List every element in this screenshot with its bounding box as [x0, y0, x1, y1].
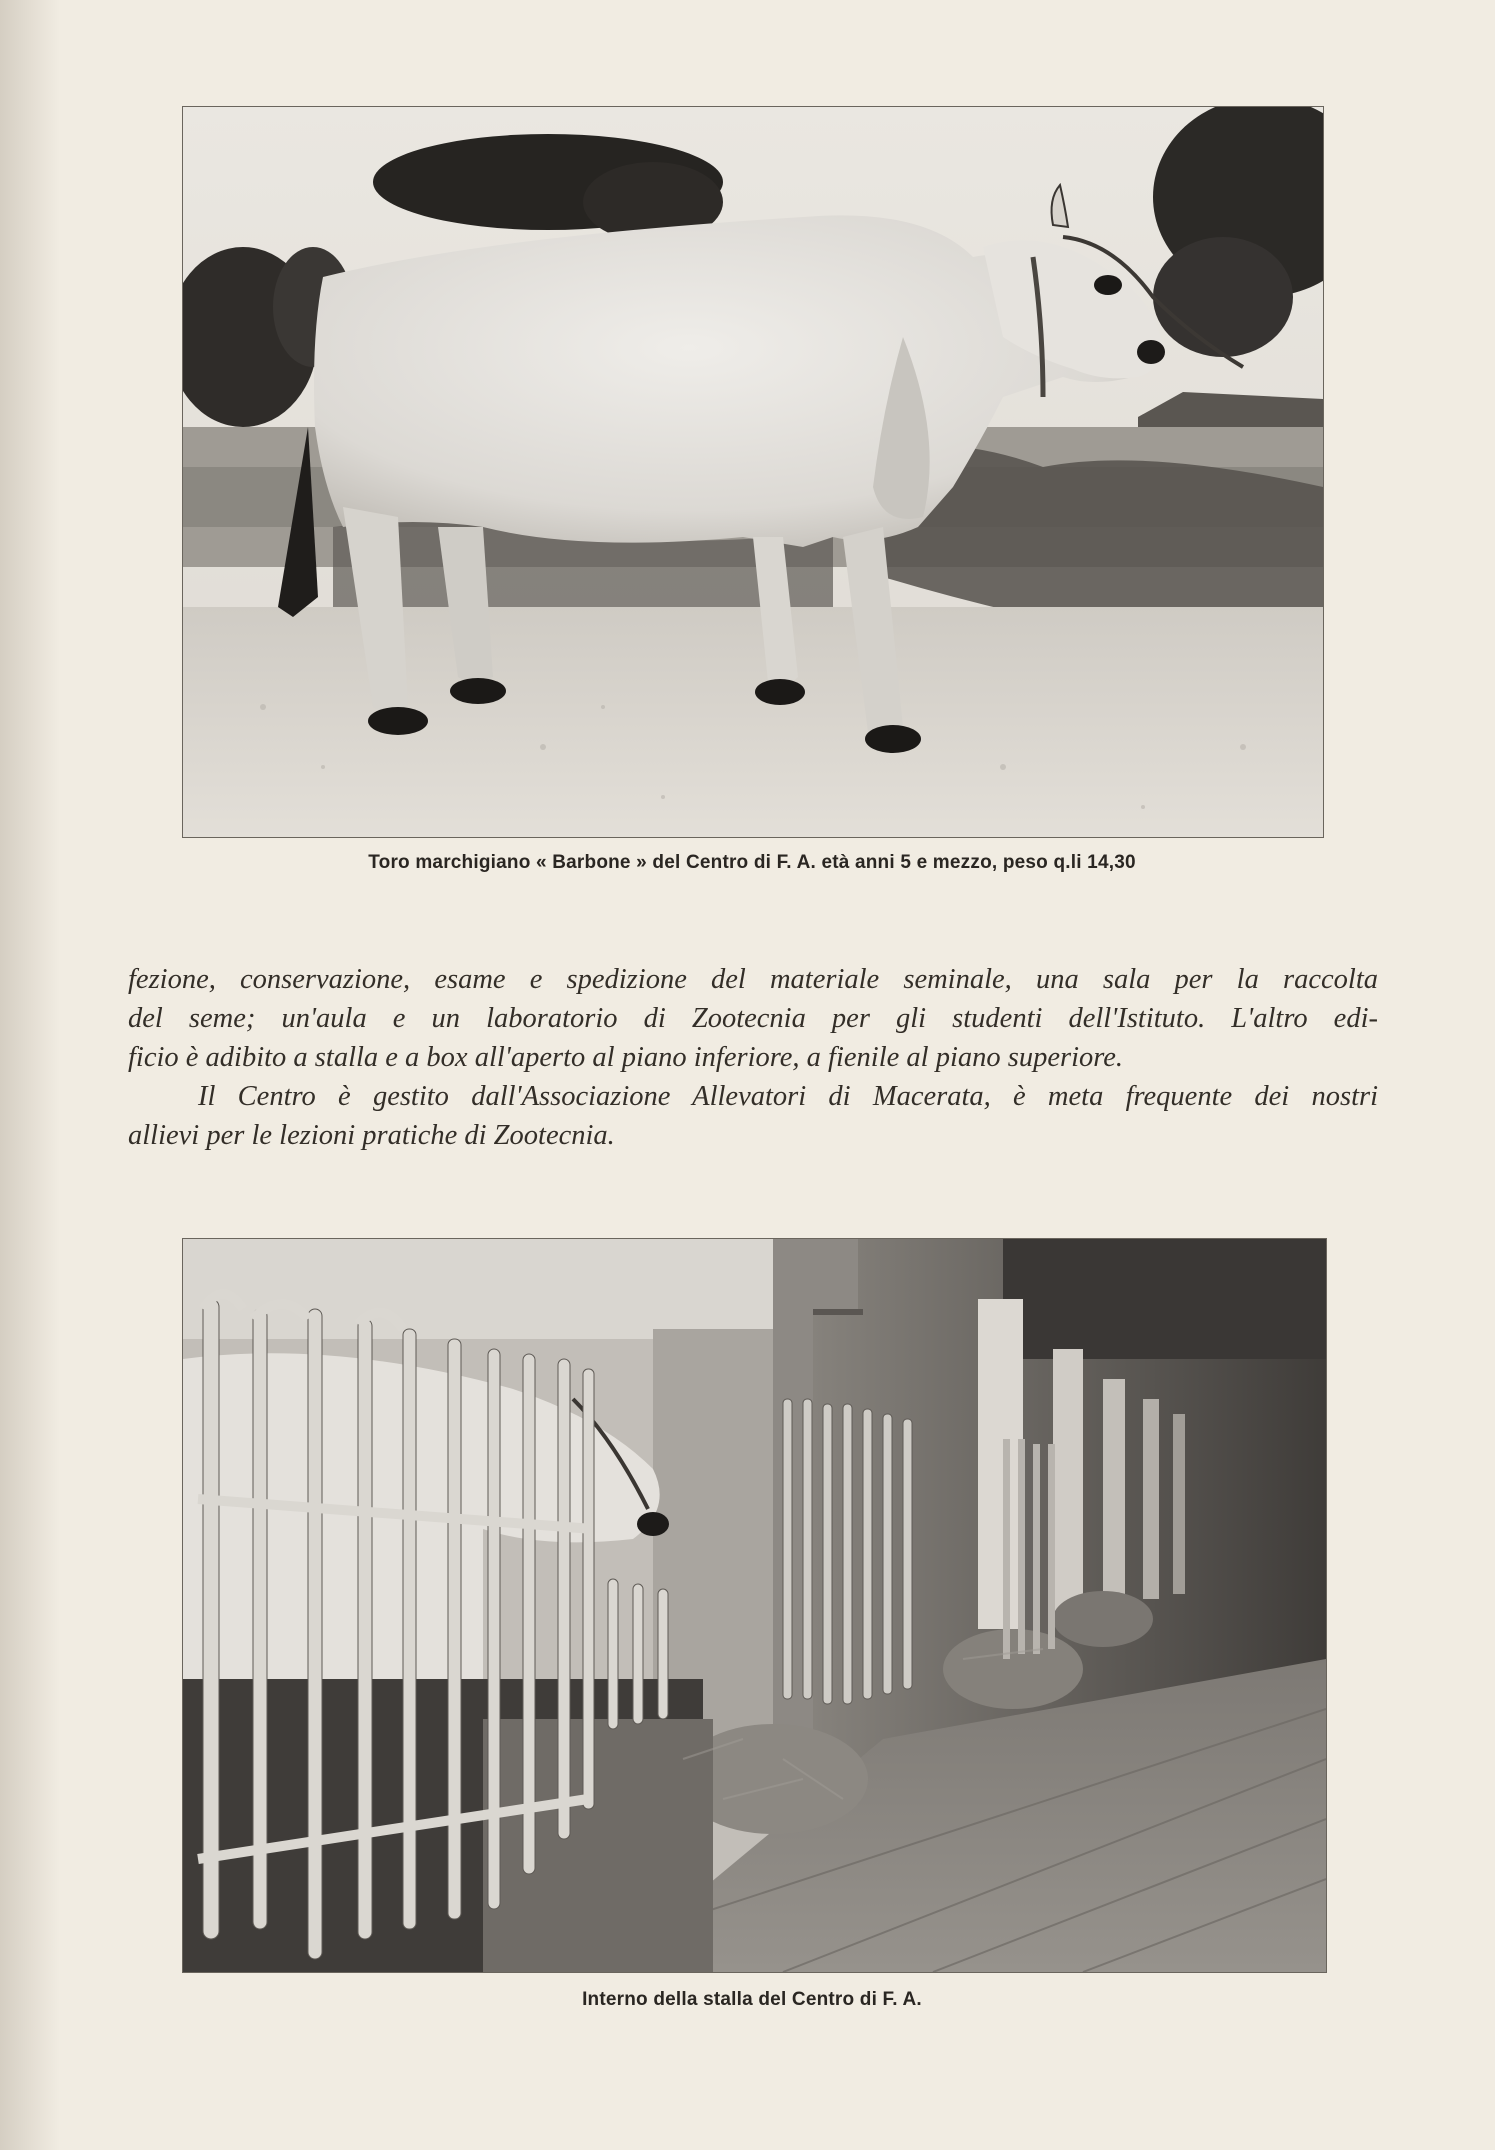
text-line: fezione, conservazione, esame e spedizione del materiale seminale, una sala per la raccolta: [128, 964, 1378, 995]
stable-interior-photo: [182, 1238, 1327, 1973]
text-line: del seme; un'aula e un laboratorio di Zootecnia per gli studenti dell'Istituto. L'altro edi-: [128, 1003, 1378, 1034]
body-paragraph: [128, 960, 1378, 1155]
text-line: ficio è adibito a stalla e a box all'aperto al piano inferiore, a fienile al piano superiore.: [128, 1042, 1124, 1073]
stable-photo-caption: Interno della stalla del Centro di F. A.: [582, 1989, 922, 2010]
bull-photo-caption: Toro marchigiano « Barbone » del Centro di F. A. età anni 5 e mezzo, peso q.li 14,30: [368, 852, 1136, 873]
text-line: allievi per le lezioni pratiche di Zootecnia.: [128, 1120, 615, 1151]
page-binding-shadow: [0, 0, 60, 2150]
text-line: Il Centro è gestito dall'Associazione Allevatori di Macerata, è meta frequente dei nostri: [198, 1081, 1378, 1112]
bull-photo: [182, 106, 1324, 838]
